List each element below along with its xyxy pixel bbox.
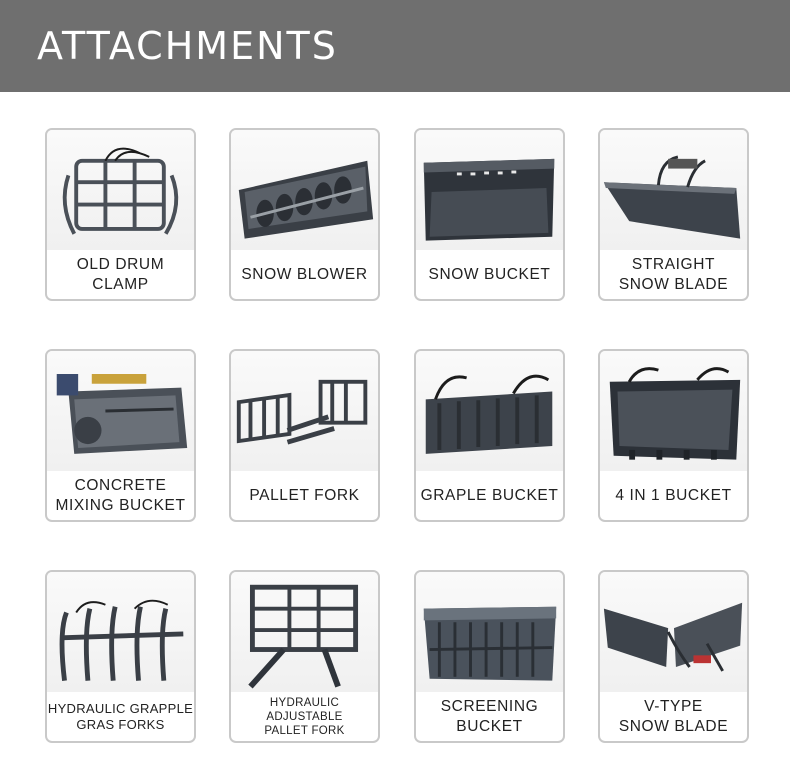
card-label: SNOW BUCKET: [428, 265, 551, 283]
product-card-v-type-snow-blade[interactable]: [598, 570, 749, 743]
card-label: STRAIGHT SNOW BLADE: [618, 255, 729, 293]
v-type-snow-blade-image: [600, 572, 747, 692]
product-card-screening-bucket[interactable]: [414, 570, 565, 743]
product-card-hydraulic-adjustable-pallet-fork[interactable]: [229, 570, 380, 743]
product-card-4-in-1-bucket[interactable]: [598, 349, 749, 522]
product-card-old-drum-clamp[interactable]: [45, 128, 196, 301]
product-card-graple-bucket[interactable]: [414, 349, 565, 522]
screening-bucket-image: [416, 572, 563, 692]
card-label: HYDRAULIC ADJUSTABLE PALLET FORK: [264, 696, 345, 737]
card-label: OLD DRUM CLAMP: [76, 255, 165, 293]
4-in-1-bucket-image: [600, 351, 747, 471]
snow-bucket-image: [416, 130, 563, 250]
snow-blower-image: [231, 130, 378, 250]
pallet-fork-image: [231, 351, 378, 471]
page-header: [0, 0, 790, 92]
concrete-mixing-bucket-image: [47, 351, 194, 471]
card-label: HYDRAULIC GRAPPLE GRAS FORKS: [47, 700, 194, 732]
card-label: CONCRETE MIXING BUCKET: [55, 476, 186, 514]
product-card-concrete-mixing-bucket[interactable]: [45, 349, 196, 522]
product-card-pallet-fork[interactable]: [229, 349, 380, 522]
card-label: PALLET FORK: [249, 486, 360, 504]
card-label: V-TYPE SNOW BLADE: [618, 697, 729, 735]
hydraulic-grapple-gras-forks-image: [47, 572, 194, 692]
page-title: ATTACHMENTS: [37, 24, 338, 68]
product-card-snow-bucket[interactable]: [414, 128, 565, 301]
card-label: GRAPLE BUCKET: [420, 486, 559, 504]
product-card-straight-snow-blade[interactable]: [598, 128, 749, 301]
card-label: SCREENING BUCKET: [440, 697, 539, 735]
product-card-snow-blower[interactable]: [229, 128, 380, 301]
card-label: 4 IN 1 BUCKET: [615, 486, 732, 504]
straight-snow-blade-image: [600, 130, 747, 250]
old-drum-clamp-image: [47, 130, 194, 250]
graple-bucket-image: [416, 351, 563, 471]
product-card-hydraulic-grapple-gras-forks[interactable]: [45, 570, 196, 743]
card-label: SNOW BLOWER: [241, 265, 368, 283]
hydraulic-adjustable-pallet-fork-image: [231, 572, 378, 692]
